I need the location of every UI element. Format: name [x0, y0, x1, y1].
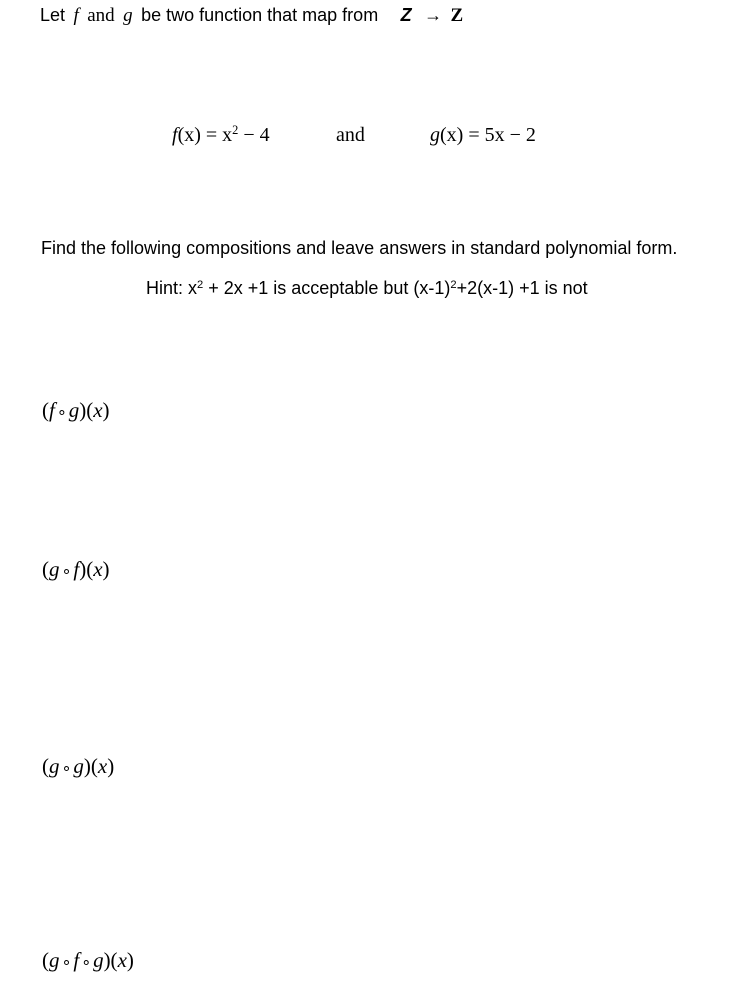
- g-definition-rhs: (x) = 5x − 2: [440, 124, 536, 146]
- f-definition-exponent: 2: [232, 123, 239, 138]
- intro-arrow: →: [424, 5, 443, 25]
- intro-and: and: [87, 5, 115, 26]
- hint-suffix: +2(x-1) +1 is not: [456, 278, 588, 298]
- compose-operator: ∘: [81, 954, 92, 971]
- f-definition-lhs: f: [172, 124, 178, 146]
- compose-operator: ∘: [61, 954, 72, 971]
- intro-f: f: [73, 5, 79, 26]
- compose-operator: ∘: [61, 760, 72, 777]
- variable-x: x: [93, 557, 103, 581]
- problem-g-of-f: (g ∘f)(x): [42, 557, 110, 581]
- g-definition-lhs: g: [430, 124, 440, 146]
- f-definition-rest: − 4: [238, 124, 270, 146]
- instructions-main: Find the following compositions and leave answers in standard polynomial form.: [41, 238, 678, 258]
- definitions-and: and: [336, 124, 365, 146]
- intro-codomain: Z: [450, 5, 464, 26]
- problem-g-of-f-of-g: (g ∘f ∘g)(x): [42, 948, 134, 972]
- f-definition: [172, 124, 270, 147]
- hint-exponent-1: 2: [197, 278, 204, 291]
- intro-let: Let: [40, 5, 66, 25]
- problem-4-part-1: g: [49, 948, 60, 972]
- problem-f-of-g: (f ∘g)(x): [42, 398, 110, 422]
- intro-g: g: [123, 5, 133, 26]
- problem-1-part-2: g: [68, 398, 80, 422]
- problem-2-part-2: f: [73, 557, 80, 581]
- problem-3-part-1: g: [49, 754, 60, 778]
- intro-domain: Z: [400, 5, 412, 25]
- instructions-hint: [146, 278, 588, 299]
- g-definition: [430, 124, 536, 147]
- variable-x: x: [97, 754, 108, 778]
- problem-1-part-1: f: [49, 398, 55, 422]
- variable-x: x: [93, 398, 103, 422]
- problem-4-part-2: f: [73, 948, 80, 972]
- problem-4-part-3: g: [93, 948, 104, 972]
- intro-line: [40, 5, 463, 27]
- hint-middle: + 2x +1 is acceptable but (x-1): [203, 278, 451, 298]
- compose-operator: ∘: [56, 404, 67, 421]
- intro-rest: be two function that map from: [141, 5, 379, 25]
- compose-operator: ∘: [61, 563, 72, 580]
- variable-x: x: [117, 948, 127, 972]
- problem-g-of-g: (g ∘g)(x): [42, 754, 115, 778]
- problem-3-part-2: g: [73, 754, 84, 778]
- f-definition-arg: (x) = x: [177, 124, 233, 146]
- hint-exponent-2: 2: [450, 278, 457, 291]
- hint-prefix: Hint: x: [146, 278, 198, 298]
- problem-2-part-1: g: [49, 557, 60, 581]
